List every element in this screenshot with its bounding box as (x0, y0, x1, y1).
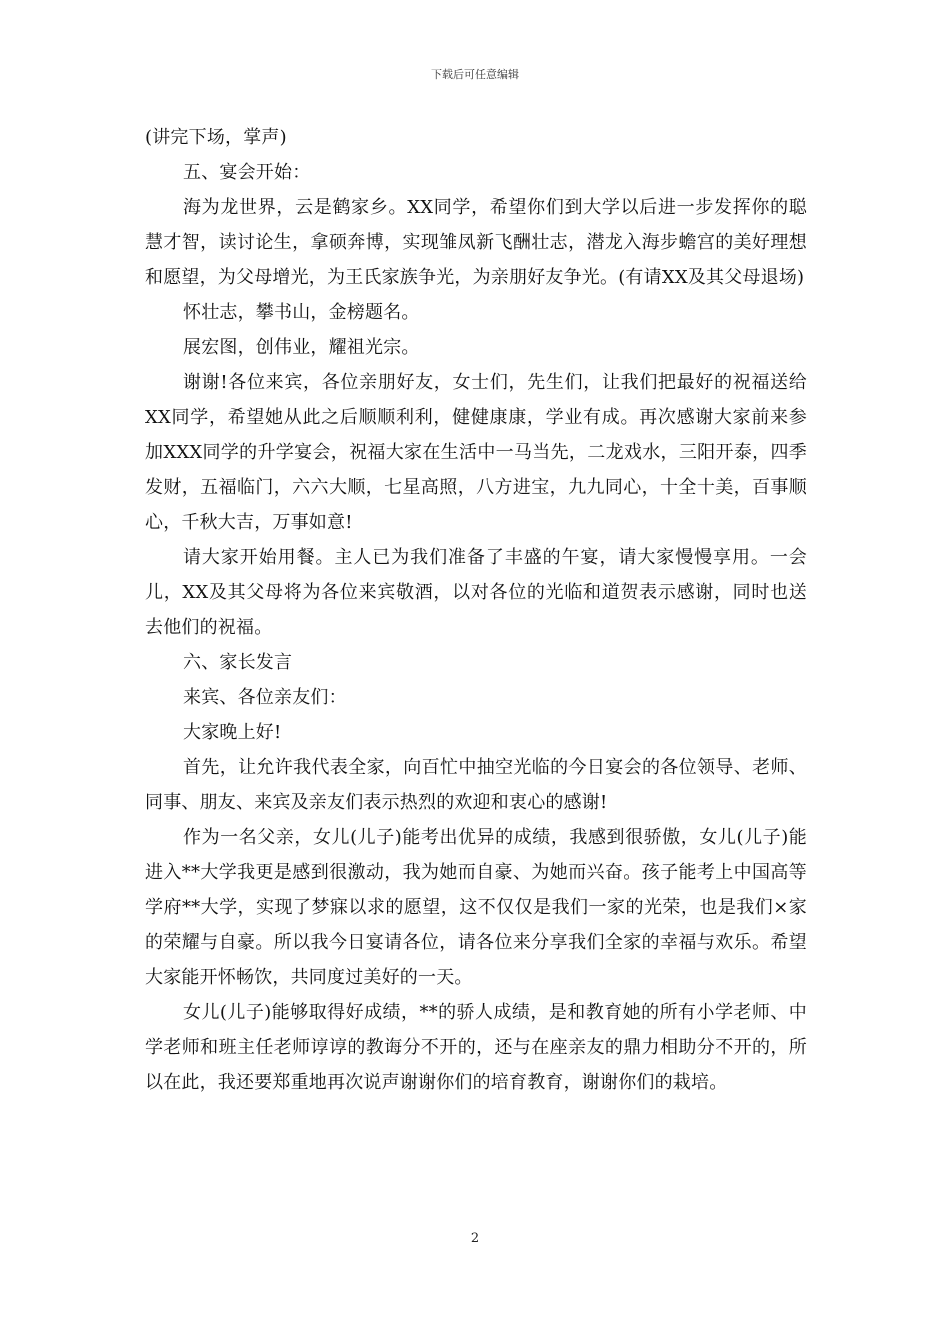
paragraph-6: 谢谢!各位来宾，各位亲朋好友，女士们，先生们，让我们把最好的祝福送给XX同学，希望她从此之后顺顺利利，健健康康，学业有成。再次感谢大家前来参加XXX同学的升学宴会，祝福大家在生活中一马当先，二龙戏水，三阳开泰，四季发财，五福临门，六六大顺，七星高照，八方进宝，九九同心，十全十美，百事顺心，千秋大吉，万事如意! (145, 372, 807, 533)
section-heading-parent-speech: 六、家长发言 (183, 652, 293, 673)
paragraph-3: 海为龙世界，云是鹤家乡。XX同学，希望你们到大学以后进一步发挥你的聪慧才智，读讨论生，拿硕奔博，实现雏凤新飞酬壮志，潜龙入海步蟾宫的美好理想和愿望，为父母增光，为王氏家族争光，为亲朋好友争光。(有请XX及其父母退场) (145, 197, 807, 288)
paragraph-12: 作为一名父亲，女儿(儿子)能考出优异的成绩，我感到很骄傲，女儿(儿子)能进入**大学我更是感到很激动，我为她而自豪、为她而兴奋。孩子能考上中国高等学府**大学，实现了梦寐以求的愿望，这不仅仅是我们一家的光荣，也是我们×家的荣耀与自豪。所以我今日宴请各位，请各位来分享我们全家的幸福与欢乐。希望大家能开怀畅饮，共同度过美好的一天。 (145, 827, 807, 988)
paragraph-11: 首先，让允许我代表全家，向百忙中抽空光临的今日宴会的各位领导、老师、同事、朋友、来宾及亲友们表示热烈的欢迎和衷心的感谢! (145, 757, 807, 813)
paragraph-1: (讲完下场，掌声) (145, 127, 287, 148)
paragraph-9: 来宾、各位亲友们： (183, 687, 347, 708)
paragraph-7: 请大家开始用餐。主人已为我们准备了丰盛的午宴，请大家慢慢享用。一会儿，XX及其父母将为各位来宾敬酒，以对各位的光临和道贺表示感谢，同时也送去他们的祝福。 (145, 547, 807, 638)
section-heading-banquet-start: 五、宴会开始： (183, 162, 311, 183)
page-header: 下载后可任意编辑 (431, 68, 519, 81)
document-body (145, 120, 807, 1100)
paragraph-5: 展宏图，创伟业，耀祖光宗。 (183, 337, 420, 358)
page-number: 2 (470, 1231, 480, 1246)
paragraph-10: 大家晚上好! (183, 722, 282, 743)
paragraph-4: 怀壮志，攀书山，金榜题名。 (183, 302, 420, 323)
paragraph-13: 女儿(儿子)能够取得好成绩，**的骄人成绩，是和教育她的所有小学老师、中学老师和班主任老师谆谆的教诲分不开的，还与在座亲友的鼎力相助分不开的，所以在此，我还要郑重地再次说声谢谢你们的培育教育，谢谢你们的栽培。 (145, 1002, 807, 1093)
